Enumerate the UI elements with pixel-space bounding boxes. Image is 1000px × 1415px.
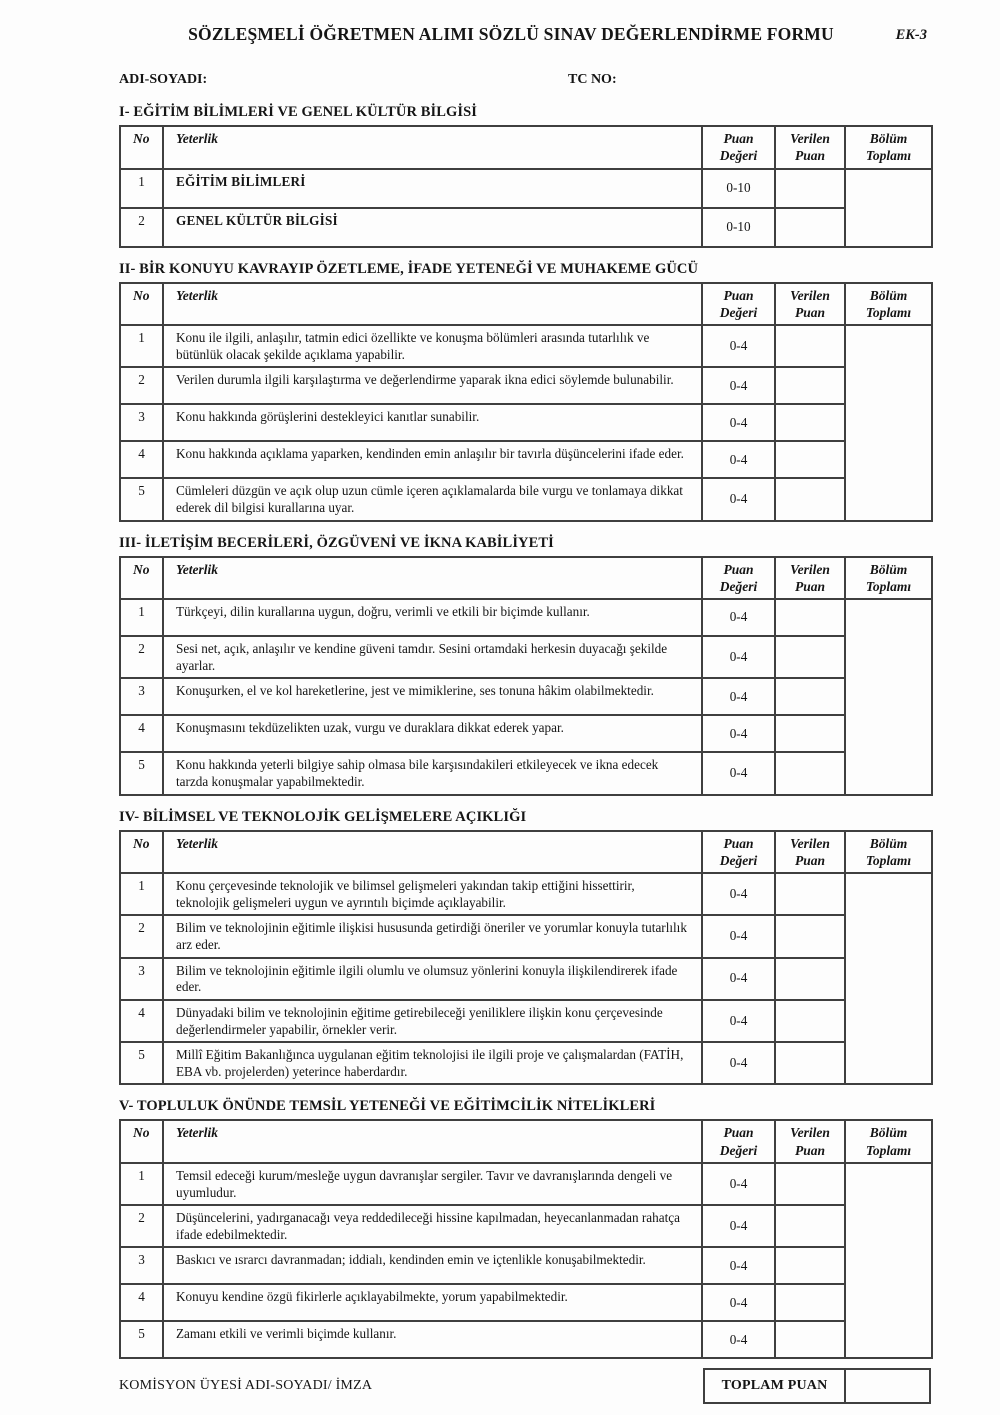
score-range: 0-4 (702, 1321, 775, 1358)
given-score-cell (775, 958, 845, 1000)
criterion-row (120, 715, 932, 752)
row-number: 4 (120, 715, 163, 752)
col-header-yeterlik: Yeterlik (163, 557, 702, 600)
criterion-text: Dünyadaki bilim ve teknolojinin eğitime getirebileceği yeniliklere ilişkin konu çerçevesinde değerlendirmeler yapabilir, örnekler verir. (163, 1000, 702, 1042)
row-number: 4 (120, 441, 163, 478)
col-header-puan-degeri: Puan Değeri (702, 831, 775, 874)
score-range: 0-4 (702, 678, 775, 715)
given-score-cell (775, 1205, 845, 1247)
col-header-puan-degeri: Puan Değeri (702, 1120, 775, 1163)
col-header-verilen-puan: Verilen Puan (775, 126, 845, 169)
section-heading: III- İLETİŞİM BECERİLERİ, ÖZGÜVENİ VE İKNA KABİLİYETİ (119, 534, 554, 551)
given-score-cell (775, 208, 845, 247)
table-header-row (120, 557, 932, 600)
criterion-row (120, 441, 932, 478)
row-number: 5 (120, 752, 163, 794)
row-number: 3 (120, 1247, 163, 1284)
evaluation-table (119, 556, 933, 796)
criterion-row (120, 1042, 932, 1084)
given-score-cell (775, 752, 845, 794)
score-range: 0-4 (702, 1042, 775, 1084)
criterion-row (120, 404, 932, 441)
evaluation-form-page (119, 0, 931, 1404)
given-score-cell (775, 1321, 845, 1358)
commission-member-label: KOMİSYON ÜYESİ ADI-SOYADI/ İMZA (119, 1378, 373, 1394)
section-heading: II- BİR KONUYU KAVRAYIP ÖZETLEME, İFADE YETENEĞİ VE MUHAKEME GÜCÜ (119, 260, 699, 277)
col-header-no: No (120, 283, 163, 326)
row-number: 4 (120, 1000, 163, 1042)
form-section (119, 104, 931, 248)
col-header-verilen-puan: Verilen Puan (775, 283, 845, 326)
criterion-row (120, 1205, 932, 1247)
table-header-row (120, 831, 932, 874)
col-header-bolum-toplami: Bölüm Toplamı (845, 126, 932, 169)
col-header-verilen-puan: Verilen Puan (775, 1120, 845, 1163)
col-header-puan-degeri: Puan Değeri (702, 283, 775, 326)
given-score-cell (775, 169, 845, 208)
given-score-cell (775, 678, 845, 715)
evaluation-table (119, 282, 933, 522)
form-section (119, 261, 931, 522)
criterion-text: Cümleleri düzgün ve açık olup uzun cümle içeren açıklamalarda bile vurgu ve tonlamaya dikkat ederek dil bilgisi kurallarına uyar. (163, 478, 702, 520)
criterion-row (120, 752, 932, 794)
given-score-cell (775, 325, 845, 367)
score-range: 0-4 (702, 1205, 775, 1247)
score-range: 0-10 (702, 169, 775, 208)
row-number: 2 (120, 208, 163, 247)
col-header-yeterlik: Yeterlik (163, 283, 702, 326)
criterion-text: Türkçeyi, dilin kurallarına uygun, doğru, verimli ve etkili bir biçimde kullanır. (163, 599, 702, 636)
row-number: 1 (120, 1163, 163, 1205)
given-score-cell (775, 1247, 845, 1284)
given-score-cell (775, 404, 845, 441)
row-number: 2 (120, 367, 163, 404)
criterion-text: Bilim ve teknolojinin eğitimle ilişkisi hususunda getirdiği öneriler ve yorumlar konuyla tutarlılık arz eder. (163, 915, 702, 957)
col-header-no: No (120, 1120, 163, 1163)
evaluation-table (119, 830, 933, 1086)
row-number: 2 (120, 636, 163, 678)
col-header-puan-degeri: Puan Değeri (702, 557, 775, 600)
col-header-verilen-puan: Verilen Puan (775, 831, 845, 874)
given-score-cell (775, 1284, 845, 1321)
score-range: 0-4 (702, 325, 775, 367)
given-score-cell (775, 1042, 845, 1084)
score-range: 0-4 (702, 715, 775, 752)
col-header-no: No (120, 557, 163, 600)
score-range: 0-4 (702, 1247, 775, 1284)
row-number: 3 (120, 958, 163, 1000)
sections-container (119, 104, 931, 1359)
score-range: 0-4 (702, 636, 775, 678)
criterion-row (120, 958, 932, 1000)
section-total-cell (845, 169, 932, 247)
section-heading: V- TOPLULUK ÖNÜNDE TEMSİL YETENEĞİ VE EĞİTİMCİLİK NİTELİKLERİ (119, 1098, 656, 1115)
given-score-cell (775, 1000, 845, 1042)
col-header-yeterlik: Yeterlik (163, 1120, 702, 1163)
form-section (119, 535, 931, 796)
criterion-row (120, 1000, 932, 1042)
col-header-bolum-toplami: Bölüm Toplamı (845, 557, 932, 600)
score-range: 0-4 (702, 873, 775, 915)
section-total-cell (845, 873, 932, 1084)
score-range: 0-4 (702, 958, 775, 1000)
form-section (119, 1098, 931, 1359)
score-range: 0-4 (702, 1000, 775, 1042)
criterion-row (120, 478, 932, 520)
given-score-cell (775, 478, 845, 520)
score-range: 0-4 (702, 599, 775, 636)
criterion-text: Temsil edeceği kurum/mesleğe uygun davranışlar sergiler. Tavır ve davranışlarında dengeli ve uyumludur. (163, 1163, 702, 1205)
criterion-row (120, 599, 932, 636)
section-total-cell (845, 1163, 932, 1359)
row-number: 4 (120, 1284, 163, 1321)
total-score-label: TOPLAM PUAN (704, 1369, 845, 1403)
section-total-cell (845, 599, 932, 795)
criterion-text: Konu hakkında görüşlerini destekleyici kanıtlar sunabilir. (163, 404, 702, 441)
criterion-text: Bilim ve teknolojinin eğitimle ilgili olumlu ve olumsuz yönlerini konuyla ilişkilendirerek ifade eder. (163, 958, 702, 1000)
annex-label: EK-3 (895, 27, 927, 43)
total-score-box (703, 1368, 931, 1404)
section-total-cell (845, 325, 932, 521)
criterion-row (120, 873, 932, 915)
score-range: 0-4 (702, 752, 775, 794)
criterion-text: Konu çerçevesinde teknolojik ve bilimsel gelişmeleri yakından takip ettiğini hissettirir, teknolojik gelişmeleri uygun ve ayrıntılı biçimde açıklayabilir. (163, 873, 702, 915)
criterion-row (120, 1163, 932, 1205)
row-number: 1 (120, 873, 163, 915)
criterion-row (120, 1247, 932, 1284)
row-number: 1 (120, 169, 163, 208)
col-header-bolum-toplami: Bölüm Toplamı (845, 1120, 932, 1163)
page-title: SÖZLEŞMELİ ÖĞRETMEN ALIMI SÖZLÜ SINAV DEĞERLENDİRME FORMU (188, 24, 834, 44)
section-heading: I- EĞİTİM BİLİMLERİ VE GENEL KÜLTÜR BİLGİSİ (119, 104, 478, 120)
criterion-row (120, 1321, 932, 1358)
criterion-row (120, 367, 932, 404)
criterion-text: EĞİTİM BİLİMLERİ (163, 169, 702, 208)
section-heading: IV- BİLİMSEL VE TEKNOLOJİK GELİŞMELERE AÇIKLIĞI (119, 808, 527, 825)
table-header-row (120, 283, 932, 326)
criterion-text: Konuşurken, el ve kol hareketlerine, jest ve mimiklerine, ses tonuna hâkim olabilmektedir. (163, 678, 702, 715)
criterion-text: Düşüncelerini, yadırganacağı veya reddedileceği hissine kapılmadan, heyecanlanmadan rahatça ifade edebilmektedir. (163, 1205, 702, 1247)
criterion-text: Baskıcı ve ısrarcı davranmadan; iddialı, kendinden emin ve içtenlikle konuşabilmektedir. (163, 1247, 702, 1284)
tc-number-label: TC NO: (568, 72, 617, 87)
criterion-row (120, 169, 932, 208)
given-score-cell (775, 873, 845, 915)
criterion-row (120, 325, 932, 367)
criterion-row (120, 636, 932, 678)
given-score-cell (775, 636, 845, 678)
row-number: 1 (120, 599, 163, 636)
evaluation-table (119, 125, 933, 248)
criterion-text: Konuyu kendine özgü fikirlerle açıklayabilmekte, yorum yapabilmektedir. (163, 1284, 702, 1321)
table-header-row (120, 1120, 932, 1163)
row-number: 3 (120, 678, 163, 715)
table-header-row (120, 126, 932, 169)
col-header-yeterlik: Yeterlik (163, 126, 702, 169)
row-number: 5 (120, 478, 163, 520)
given-score-cell (775, 1163, 845, 1205)
given-score-cell (775, 715, 845, 752)
col-header-bolum-toplami: Bölüm Toplamı (845, 283, 932, 326)
given-score-cell (775, 367, 845, 404)
criterion-row (120, 208, 932, 247)
score-range: 0-4 (702, 1163, 775, 1205)
score-range: 0-4 (702, 478, 775, 520)
criterion-text: Konu hakkında açıklama yaparken, kendinden emin anlaşılır bir tavırla düşüncelerini ifade eder. (163, 441, 702, 478)
col-header-puan-degeri: Puan Değeri (702, 126, 775, 169)
score-range: 0-4 (702, 915, 775, 957)
col-header-yeterlik: Yeterlik (163, 831, 702, 874)
col-header-bolum-toplami: Bölüm Toplamı (845, 831, 932, 874)
row-number: 2 (120, 915, 163, 957)
criterion-text: Millî Eğitim Bakanlığınca uygulanan eğitim teknolojisi ile ilgili proje ve çalışmalardan (FATİH, EBA vb. projelerden) yeterince haberdardır. (163, 1042, 702, 1084)
score-range: 0-10 (702, 208, 775, 247)
score-range: 0-4 (702, 367, 775, 404)
given-score-cell (775, 915, 845, 957)
name-label: ADI-SOYADI: (119, 72, 208, 87)
given-score-cell (775, 599, 845, 636)
row-number: 5 (120, 1042, 163, 1084)
total-score-value (845, 1369, 930, 1403)
criterion-text: Konuşmasını tekdüzelikten uzak, vurgu ve duraklara dikkat ederek yapar. (163, 715, 702, 752)
form-footer (119, 1368, 931, 1404)
criterion-row (120, 678, 932, 715)
score-range: 0-4 (702, 441, 775, 478)
criterion-text: Zamanı etkili ve verimli biçimde kullanır. (163, 1321, 702, 1358)
given-score-cell (775, 441, 845, 478)
row-number: 5 (120, 1321, 163, 1358)
identity-row (119, 72, 931, 90)
criterion-text: Verilen durumla ilgili karşılaştırma ve değerlendirme yaparak ikna edici söylemde bulunabilir. (163, 367, 702, 404)
row-number: 2 (120, 1205, 163, 1247)
row-number: 1 (120, 325, 163, 367)
form-section (119, 809, 931, 1086)
col-header-no: No (120, 831, 163, 874)
criterion-text: Konu hakkında yeterli bilgiye sahip olmasa bile karşısındakileri etkileyecek ve ikna edecek tarzda konuşmalar yapabilmektedir. (163, 752, 702, 794)
col-header-verilen-puan: Verilen Puan (775, 557, 845, 600)
criterion-text: Konu ile ilgili, anlaşılır, tatmin edici özellikte ve konuşma bölümleri arasında tutarlılık ve bütünlük olacak şekilde açıklama yapabilir. (163, 325, 702, 367)
criterion-text: GENEL KÜLTÜR BİLGİSİ (163, 208, 702, 247)
criterion-row (120, 915, 932, 957)
col-header-no: No (120, 126, 163, 169)
score-range: 0-4 (702, 404, 775, 441)
criterion-text: Sesi net, açık, anlaşılır ve kendine güveni tamdır. Sesini ortamdaki herkesin duyacağı şekilde ayarlar. (163, 636, 702, 678)
form-header (119, 24, 931, 50)
score-range: 0-4 (702, 1284, 775, 1321)
criterion-row (120, 1284, 932, 1321)
evaluation-table (119, 1119, 933, 1359)
row-number: 3 (120, 404, 163, 441)
